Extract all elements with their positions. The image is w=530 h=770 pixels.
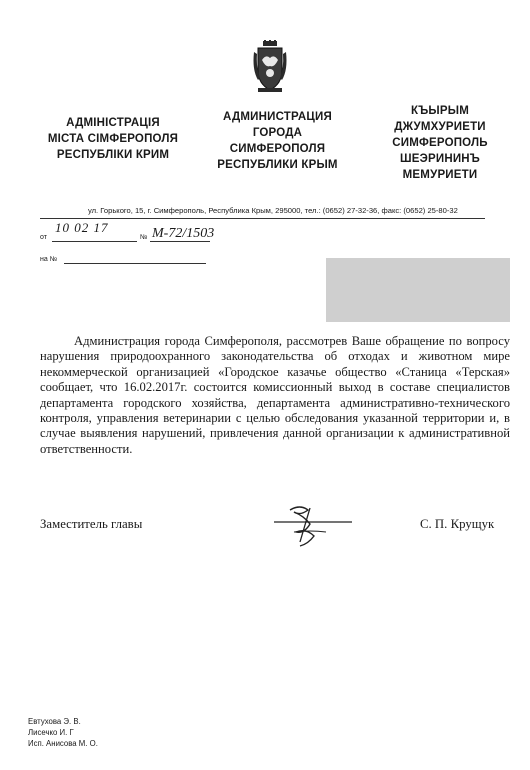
header-line: РЕСПУБЛІКИ КРИМ bbox=[56, 149, 170, 161]
body-paragraph: Администрация города Симферополя, рассмотрев Ваше обращение по вопросу нарушения природоохранного законодательства об отходах и животном мире некоммерческой организацией «Городское казачье общество «Станица «Терская» сообщает, что 16.02.2017г. состоится комиссионный выход в составе специалистов департамента городского хозяйства, департамента административно-технического контроля, управления ветеринарии с целью обследования указанной территории и, в случае выявления нарушений, привлечения данной организации к административной ответственности. bbox=[40, 334, 510, 456]
letter-body bbox=[40, 334, 510, 457]
header-line: МІСТА СІМФЕРОПОЛЯ bbox=[47, 133, 179, 145]
header-line: СИМФЕРОПОЛЬ bbox=[392, 137, 488, 149]
header-line: СИМФЕРОПОЛЯ bbox=[229, 143, 326, 155]
header-line: РЕСПУБЛИКИ КРЫМ bbox=[217, 159, 338, 171]
date-underline bbox=[52, 241, 137, 242]
executors-list bbox=[28, 716, 98, 749]
ref-underline bbox=[64, 263, 206, 264]
coat-of-arms-emblem bbox=[252, 40, 288, 94]
signature-icon bbox=[270, 502, 356, 550]
header-line: АДМИНИСТРАЦИЯ bbox=[223, 111, 332, 123]
ref-label: на № bbox=[40, 256, 58, 263]
executor-name: Исп. Анисова М. О. bbox=[28, 739, 98, 748]
header-line: КЪЫРЫМ bbox=[411, 105, 469, 117]
header-crimean-tatar bbox=[370, 103, 510, 183]
header-line: МЕМУРИЕТИ bbox=[402, 169, 478, 181]
address-line: ул. Горького, 15, г. Симферополь, Республика Крым, 295000, тел.: (0652) 27-32-36, факс: (0652) 25-80-32 bbox=[88, 206, 458, 215]
signatory-name: С. П. Крущук bbox=[420, 517, 495, 531]
executor-name: Лисечко И. Г bbox=[28, 728, 74, 737]
header-line: АДМІНІСТРАЦІЯ bbox=[66, 117, 160, 129]
header-line: ДЖУМХУРИЕТИ bbox=[394, 121, 486, 133]
handwritten-signature bbox=[270, 502, 356, 550]
header-line: ШЕЭРИНИНЪ bbox=[399, 153, 481, 165]
number-underline bbox=[150, 241, 210, 242]
number-label: № bbox=[140, 234, 148, 241]
header-ukrainian bbox=[33, 115, 193, 163]
crimea-emblem-icon bbox=[252, 40, 288, 94]
redacted-block bbox=[326, 258, 510, 322]
letter-number: М-72/1503 bbox=[152, 226, 215, 241]
from-label: от bbox=[40, 234, 47, 241]
letter-date: 10 02 17 bbox=[55, 220, 109, 235]
executor-name: Евтухова Э. В. bbox=[28, 717, 81, 726]
signatory-position: Заместитель главы bbox=[40, 517, 143, 531]
address-rule bbox=[40, 218, 485, 219]
header-line: ГОРОДА bbox=[252, 127, 303, 139]
header-russian bbox=[195, 109, 360, 173]
